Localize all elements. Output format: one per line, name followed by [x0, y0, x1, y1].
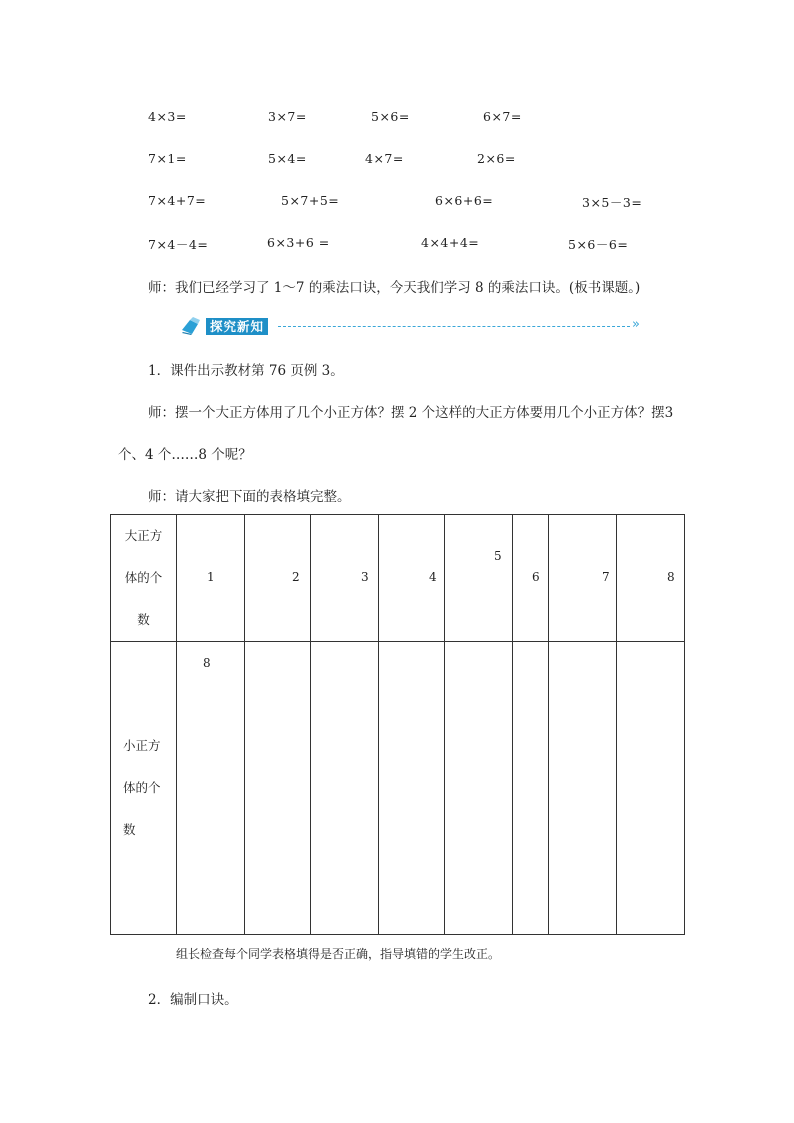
table-cell: [617, 515, 685, 642]
cube-count-table: [110, 514, 685, 935]
table-cell: [513, 515, 549, 642]
warmup-item: 6×3+6 =: [267, 235, 330, 250]
warmup-item: 7×4+7=: [148, 193, 207, 208]
warmup-item: 7×4－4=: [148, 237, 209, 252]
check-note: 组长检查每个同学表格填得是否正确，指导填错的学生改正。: [176, 947, 501, 961]
warmup-item: 4×4+4=: [421, 235, 480, 250]
warmup-item: 7×1=: [148, 151, 187, 166]
table-cell: [549, 642, 617, 935]
table-cell: [513, 642, 549, 935]
warmup-item: 3×5－3=: [582, 195, 643, 210]
warmup-item: 5×4=: [268, 151, 307, 166]
cell-value: 5: [494, 549, 502, 563]
warmup-item: 4×7=: [365, 151, 404, 166]
cell-value: 3: [361, 570, 369, 584]
table-cell: [311, 515, 379, 642]
table-row: [111, 642, 685, 935]
warmup-item: 6×7=: [483, 109, 522, 124]
cell-value: 6: [532, 570, 540, 584]
table-cell: [245, 642, 311, 935]
table-cell: [617, 642, 685, 935]
table-cell: [245, 515, 311, 642]
header-line: 数: [123, 822, 136, 837]
table-cell: [445, 515, 513, 642]
table-cell: [379, 642, 445, 935]
question-line-1: 师：摆一个大正方体用了几个小正方体？摆 2 个这样的大正方体要用几个小正方体？摆3: [148, 405, 674, 421]
fill-prompt: 师：请大家把下面的表格填完整。: [148, 489, 351, 505]
question-line-2: 个、4 个……8 个呢？: [118, 447, 252, 463]
cell-value: 8: [203, 656, 211, 670]
table-cell: [379, 515, 445, 642]
warmup-item: 5×6=: [371, 109, 410, 124]
row-header-large-cubes: [111, 515, 177, 642]
book-icon: [180, 316, 204, 336]
row-header-small-cubes: [111, 642, 177, 935]
warmup-item: 6×6+6=: [435, 193, 494, 208]
cell-value: 8: [667, 570, 675, 584]
cell-value: 4: [429, 570, 437, 584]
intro-paragraph: 师：我们已经学习了 1～7 的乘法口诀，今天我们学习 8 的乘法口诀。(板书课题。): [148, 280, 641, 296]
header-line: 数: [137, 612, 150, 627]
table-cell: [177, 642, 245, 935]
section-title: 探究新知: [206, 318, 268, 335]
cell-value: 2: [292, 570, 300, 584]
table-cell: [311, 642, 379, 935]
cell-value: 7: [602, 570, 610, 584]
table-row: [111, 515, 685, 642]
table-cell: [549, 515, 617, 642]
header-line: 体的个: [123, 780, 161, 795]
header-line: 大正方: [124, 528, 163, 543]
warmup-item: 3×7=: [268, 109, 307, 124]
warmup-item: 5×7+5=: [281, 193, 340, 208]
section-banner: [178, 314, 648, 338]
table-cell: [177, 515, 245, 642]
cell-value: 1: [207, 570, 215, 584]
header-line: 小正方: [123, 738, 161, 753]
step-1: 1．课件出示教材第 76 页例 3。: [148, 363, 344, 379]
warmup-item: 4×3=: [148, 109, 187, 124]
table-cell: [445, 642, 513, 935]
banner-dashed-line: [278, 326, 630, 327]
header-line: 体的个: [124, 570, 163, 585]
double-chevron-icon: »: [632, 317, 640, 332]
warmup-item: 5×6－6=: [568, 237, 629, 252]
step-2: 2．编制口诀。: [148, 992, 238, 1008]
warmup-item: 2×6=: [477, 151, 516, 166]
